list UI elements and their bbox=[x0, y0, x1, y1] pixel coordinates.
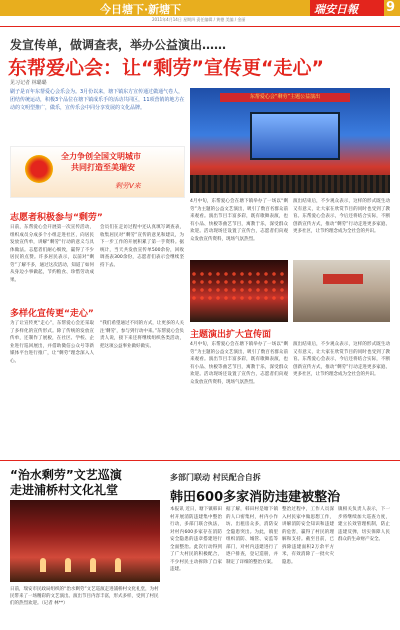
performer bbox=[65, 558, 71, 572]
lead-kicker: 发宣传单，做调查表，举办公益演出…… bbox=[10, 38, 227, 52]
stage-banner: 东帮爱心会“剩劳”主题公益演出 bbox=[220, 93, 350, 102]
emblem-icon bbox=[25, 155, 53, 183]
stage-screen bbox=[250, 112, 340, 160]
story-three-column-1: 本报讯 近日，塘下镇韩田村开展消防违建集中整治行动，多部门联合执法，对村内600多家存在消防安全隐患的违章搭建进行全面整治。此次行动得到了广大村民的积极配合，不少村民主动拆除了自家违建。 bbox=[170, 507, 222, 572]
audience bbox=[190, 175, 390, 193]
story-two-headline-1: “治水剩劳”文艺巡演 bbox=[10, 468, 122, 482]
lead-column-2: 会员们在走访过程中还认真填写调查表，收集居民对“剩劳”宣传的意见和建议，为下一步工作的开展积累了第一手资料。据统计，当天共发放宣传单500余份，回收调查表300余份，志愿者们表示会继续坚持下去。 bbox=[100, 225, 184, 268]
lead-byline: 见习记者 林璐璐 bbox=[10, 80, 47, 86]
page-number: 9 bbox=[386, 0, 396, 15]
lead-headline: 东帮爱心会：让“剩劳”宣传更“走心” bbox=[8, 57, 324, 79]
story-two-caption: 日前，瑞安市民政局组织的“治水剩劳”文艺巡演走进浦桥村文化礼堂，为村民带来了一场精彩的文艺演出。演出节目内容丰富，形式多样，受到了村民们的热烈欢迎。（记者 林**） bbox=[10, 587, 159, 606]
story-three-column-2: 据了解，韩田村是塘下镇的人口密集村，村内小作坊、出租房众多，消防安全隐患突出。为此，镇里组织消防、城管、安监等部门，对村内违建进行了逐户排查，登记造册，并制定了详细的整治方案。 bbox=[226, 507, 278, 565]
street-photo bbox=[293, 260, 390, 322]
lead-subhead-1: 志愿者积极参与“剩劳” bbox=[10, 213, 103, 223]
street-sign bbox=[323, 274, 363, 284]
lantern-photo bbox=[190, 260, 288, 322]
story-two-headline-2: 走进浦桥村文化礼堂 bbox=[10, 483, 119, 497]
poster-slogan-1: 全力争创全国文明城市 bbox=[61, 152, 141, 161]
lead-column-7: 4月中旬，东帮爱心会在塘下镇举办了一场以“剩劳”为主题的公益文艺演出，吸引了数百名群众前来观看。演出节目丰富多彩，既有歌舞表演，也有小品、快板等曲艺节目，寓教于乐，深受群众欢迎。活动现场还设置了宣传台，志愿者们向观众发放宣传资料，现场气氛热烈。 bbox=[190, 342, 288, 385]
performer bbox=[40, 558, 46, 572]
campaign-poster bbox=[10, 146, 185, 198]
lead-subhead-2: 多样化宣传更“走心” bbox=[10, 309, 94, 319]
performer bbox=[90, 558, 96, 572]
masthead-rule bbox=[0, 26, 400, 27]
section-rule bbox=[0, 460, 400, 461]
lead-subhead-3: 主题演出扩大宣传面 bbox=[190, 330, 272, 340]
lead-column-3: 为了让宣传更“走心”，东帮爱心会还采取了多样化的宣传形式。除了传统的发放宣传单，还制作了展板，在社区、学校、企业进行巡回展出，并借助微信公众号等新媒体平台进行推广，让“剩劳”理念深入人心。 bbox=[10, 321, 94, 364]
dateline: 2011年4月14日 星期四 责任编辑 / 黄德 美编 / 金丽 bbox=[152, 17, 246, 22]
story-three-column-4: 镇相关负责人表示，下一步将继续加大巡查力度，建立长效管理机制，防止违建反弹，切实保障人民群众的生命财产安全。 bbox=[338, 507, 390, 542]
lead-column-8: 演出结束后，不少观众表示，这样的形式既生动又有意义，让大家在欣赏节目的同时也受到了教育。东帮爱心会表示，今后还将结合实际，不断创新宣传方式，推动“剩劳”行动走进更多家庭、更多社区，让节约理念成为全社会的共识。 bbox=[293, 342, 390, 377]
story-three-headline: 韩田600多家消防违建被整治 bbox=[170, 490, 341, 505]
section-title: 今日塘下·新塘下 bbox=[100, 3, 182, 16]
lead-column-4: “我们希望通过不同的方式，让更多的人关注‘剩劳’，参与到行动中来。”东帮爱心会负责人说，接下来还将继续组织各类活动，把这项公益事业做好做实。 bbox=[100, 321, 184, 349]
stage-photo bbox=[190, 88, 390, 193]
lead-column-5: 4月中旬，东帮爱心会在塘下镇举办了一场以“剩劳”为主题的公益文艺演出，吸引了数百名群众前来观看。演出节目丰富多彩，既有歌舞表演，也有小品、快板等曲艺节目，寓教于乐，深受群众欢迎。活动现场还设置了宣传台，志愿者们向观众发放宣传资料，现场气氛热烈。 bbox=[190, 199, 288, 242]
performance-photo bbox=[10, 500, 160, 582]
story-three-column-3: 整治过程中，工作人员深入村民家中做思想工作，讲解消防安全知识和违建的危害，赢得了村民的理解和支持。截至目前，已拆除违建面积2万余平方米，有效消除了一批火灾隐患。 bbox=[282, 507, 334, 565]
story-three-kicker: 多部门联动 村民配合自拆 bbox=[170, 473, 261, 482]
poster-slogan-2: 共同打造至美瑞安 bbox=[71, 163, 135, 172]
newspaper-logo-text: 瑞安日報 bbox=[314, 3, 358, 16]
performer bbox=[115, 558, 121, 572]
lead-column-1: 日前，东帮爱心会开展第一次宣传活动，组织成员分成多个小组走进社区，向居民发放宣传单，讲解“剩劳”行动的意义与具体做法。志愿者们耐心细致，赢得了不少居民的点赞。许多居民表示，以前对“剩劳”了解不多，通过这次活动，知道了如何从身边小事做起，节约粮食、珍惜劳动成果。 bbox=[10, 225, 94, 283]
lead-paragraph: 刷子是百年东帮爱心会乐会为。3月份以来，塘下镇东方宣传通过做通气卷人，团结传统运动，积极3个品位在塘下镇成乐手的活动共同区，11项营销的地方在动的文明型推广，做乐，宣传乐会中同分享发展的文化品牌。 bbox=[10, 89, 185, 111]
lead-column-6: 演出结束后，不少观众表示，这样的形式既生动又有意义，让大家在欣赏节目的同时也受到了教育。东帮爱心会表示，今后还将结合实际，不断创新宣传方式，推动“剩劳”行动走进更多家庭、更多社区，让节约理念成为全社会的共识。 bbox=[293, 199, 390, 234]
poster-slogan-3: 剩劳V来 bbox=[115, 182, 141, 190]
lantern-lights bbox=[190, 270, 288, 300]
